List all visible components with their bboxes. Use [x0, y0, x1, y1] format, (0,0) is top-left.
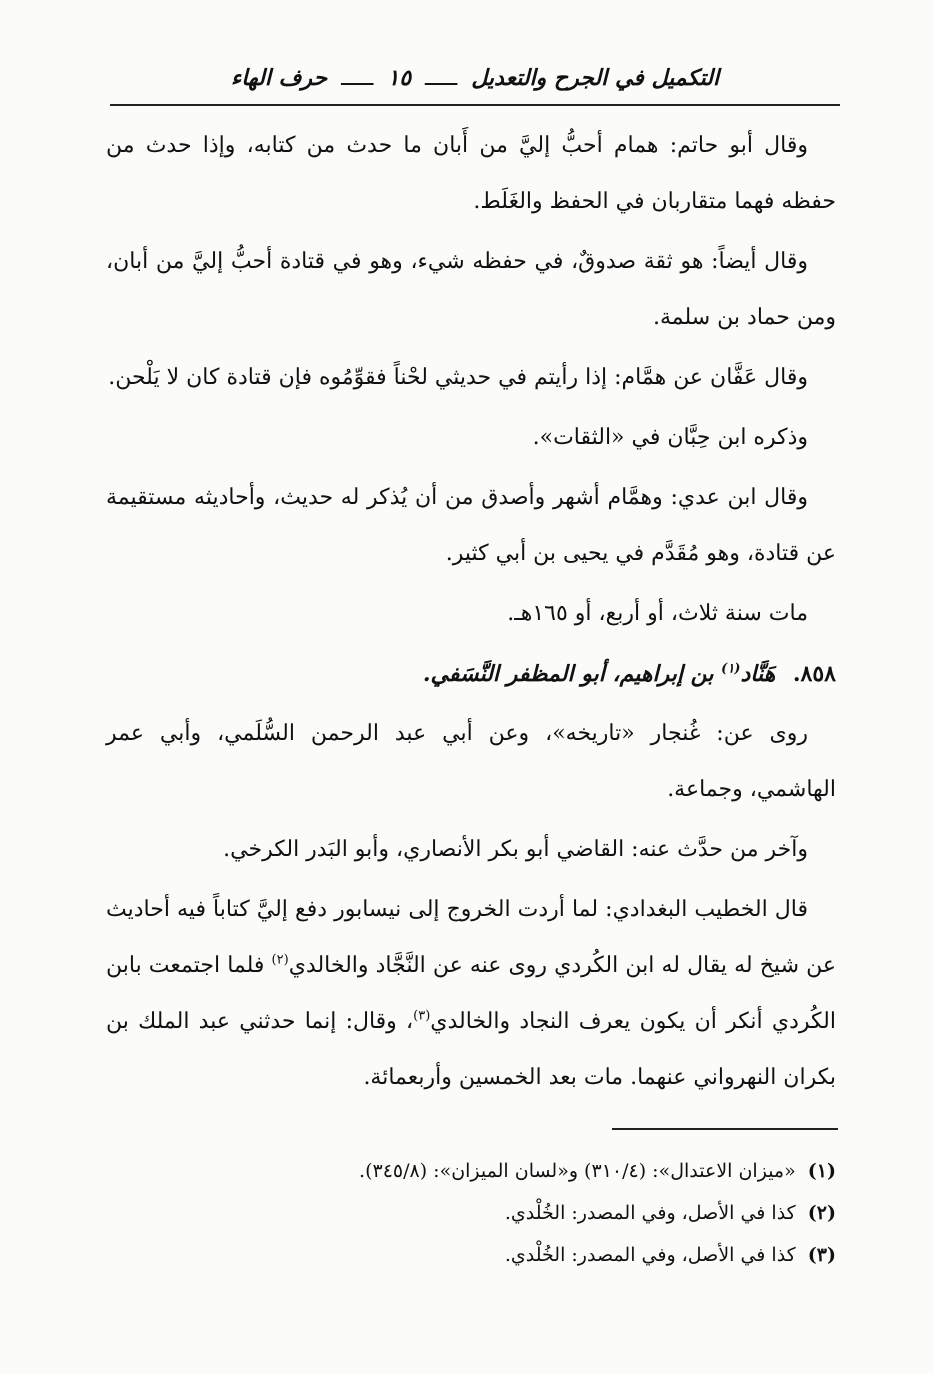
footnote [106, 1150, 836, 1192]
paragraph: وقال أيضاً: هو ثقة صدوقٌ، في حفظه شيء، وهو في قتادة أحبُّ إليَّ من أبان، ومن حماد بن سلمة. [106, 249, 836, 330]
footnote-ref[interactable]: (٣) [413, 1008, 431, 1024]
footnote-text: كذا في الأصل، وفي المصدر: الخُلْدي. [504, 1244, 796, 1266]
header-dash-left: ـــــ [341, 65, 374, 91]
paragraph: مات سنة ثلاث، أو أربع، أو ١٦٥هـ. [507, 601, 808, 626]
paragraph-segment: ، وقال: إنما حدثني عبد الملك بن بكران النهرواني عنهما. مات بعد الخمسين وأربعمائة. [106, 1009, 836, 1090]
footnotes [106, 1150, 836, 1276]
footnote-separator [612, 1128, 838, 1130]
footnote [106, 1234, 836, 1276]
paragraph: روى عن: غُنجار «تاريخه»، وعن أبي عبد الرحمن السُّلَمي، وأبي عمر الهاشمي، وجماعة. [106, 721, 836, 802]
paragraph [106, 882, 836, 1106]
footnote-number: (٢) [807, 1202, 836, 1224]
paragraph: وآخر من حدَّث عنه: القاضي أبو بكر الأنصاري، وأبو البَدر الكرخي. [223, 837, 808, 862]
footnote-text: «ميزان الاعتدال»: (٣١٠/٤) و«لسان الميزان»: (٣٤٥/٨). [359, 1160, 796, 1182]
header-dash-right: ـــــ [425, 65, 458, 91]
paragraph: وذكره ابن حِبَّان في «الثقات». [532, 425, 808, 450]
footnote-text: كذا في الأصل، وفي المصدر: الخُلْدي. [504, 1202, 796, 1224]
footnote [106, 1192, 836, 1234]
entry-name-rest: بن إبراهيم، أبو المظفر النَّسَفي. [422, 661, 714, 687]
section-title: حرف الهاء [230, 65, 328, 91]
footnote-number: (١) [807, 1160, 836, 1182]
book-title: التكميل في الجرح والتعديل [471, 65, 720, 91]
paragraph-segment: فلما اجتمعت بابن الكُردي أنكر أن يكون يعرف النجاد والخالدي [106, 953, 836, 1034]
paragraph: وقال ابن عدي: وهمَّام أشهر وأصدق من أن يُذكر له حديث، وأحاديثه مستقيمة عن قتادة، وهو مُقَدَّم في يحيى بن أبي كثير. [106, 485, 836, 566]
running-head [110, 52, 840, 106]
paragraph: وقال عَفَّان عن همَّام: إذا رأيتم في حديثي لحْناً فقوِّمُوه فإن قتادة كان لا يَلْحن. [108, 365, 808, 390]
entry-number: ٨٥٨. [792, 661, 836, 687]
footnote-ref[interactable]: (١) [721, 661, 741, 677]
paragraph-segment: قال الخطيب البغدادي: لما أردت الخروج إلى نيسابور دفع إليَّ كتاباً فيه أحاديث عن شيخ له يقال له ابن الكُردي روى عنه عن النَّجَّاد والخالدي [106, 897, 836, 978]
footnote-number: (٣) [807, 1244, 836, 1266]
main-text [106, 118, 836, 1110]
entry-heading [106, 646, 836, 702]
page-number: ١٥ [387, 65, 412, 91]
entry-name: هَنَّاد [740, 661, 776, 687]
paragraph: وقال أبو حاتم: همام أحبُّ إليَّ من أَبان ما حدث من كتابه، وإذا حدث من حفظه فهما متقاربان في الحفظ والغَلَط. [106, 133, 836, 214]
footnote-ref[interactable]: (٢) [271, 952, 289, 968]
